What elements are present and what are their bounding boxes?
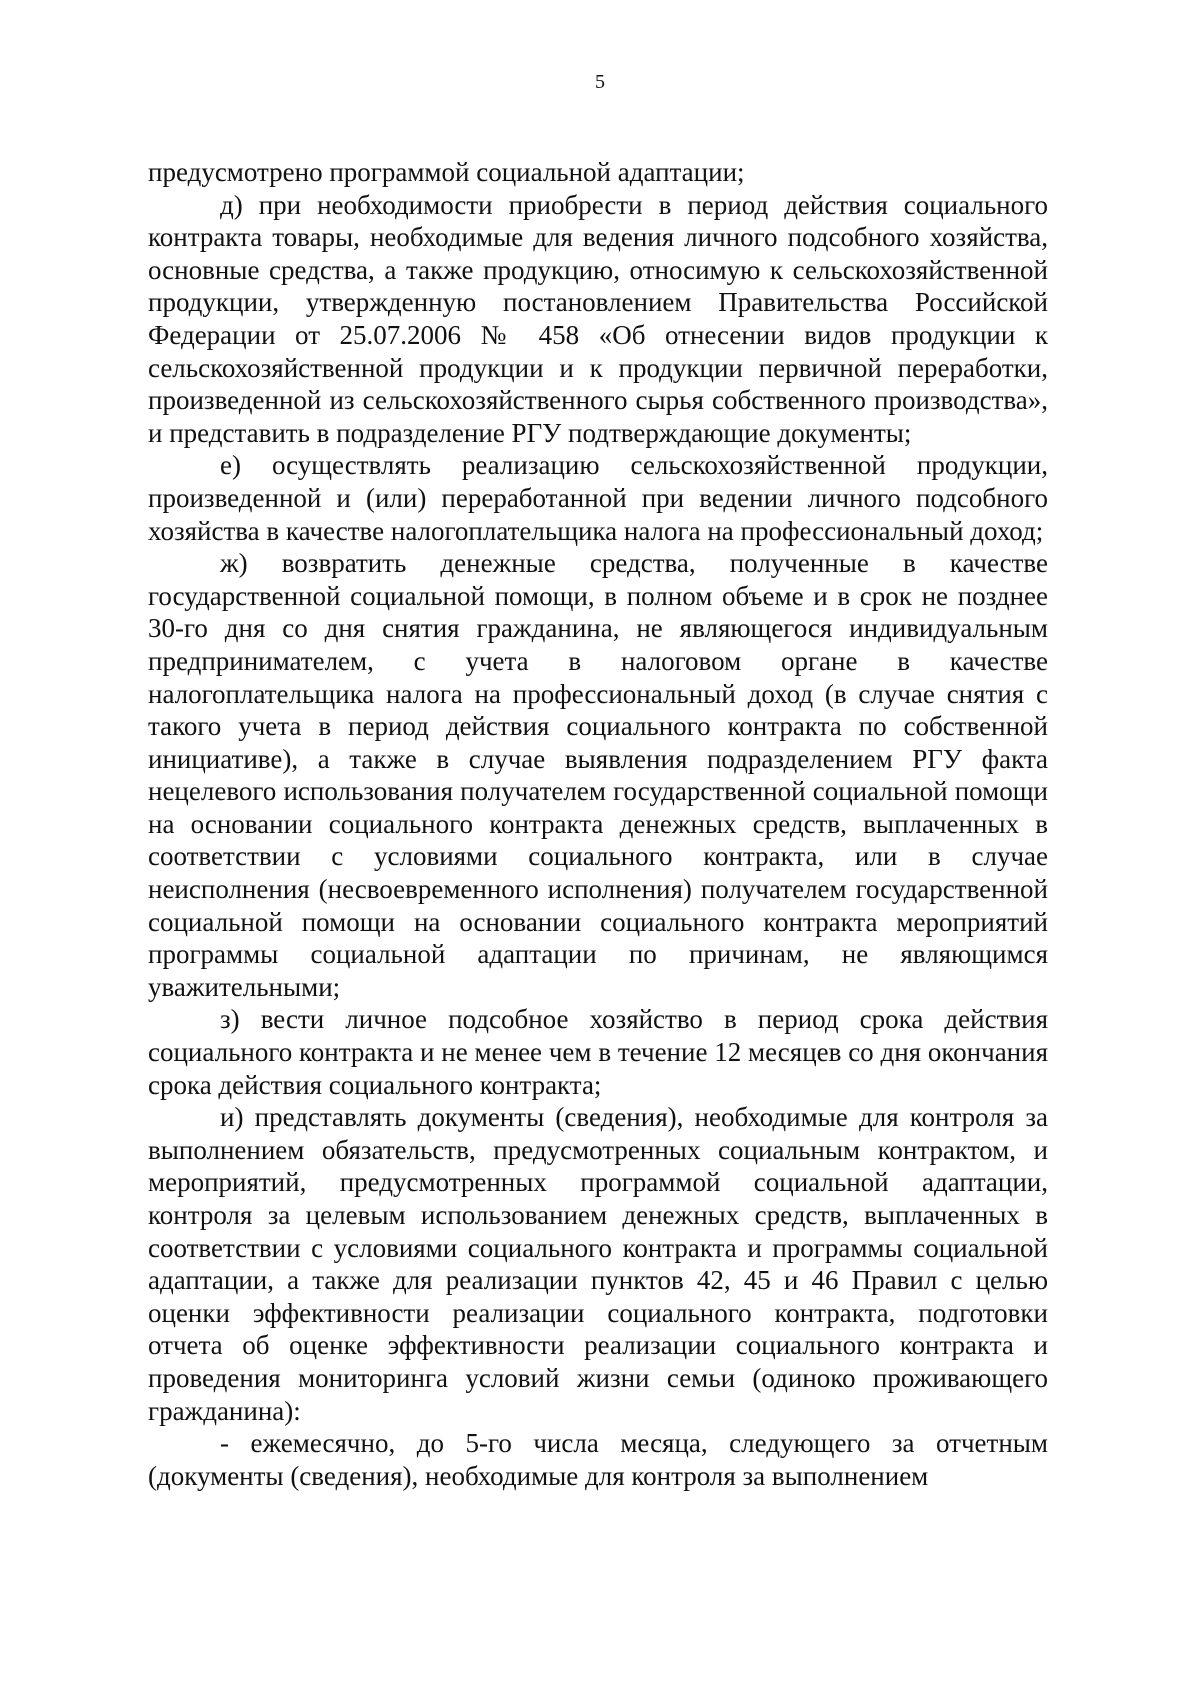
paragraph-continuation: предусмотрено программой социальной адаптации; (148, 157, 745, 187)
page-number: 5 (595, 71, 605, 93)
paragraph-item-z: з) вести личное подсобное хозяйство в период срока действия социального контракта и не менее чем в течение 12 месяцев со дня окончания срока действия социального контракта; (148, 1004, 1048, 1100)
paragraph-item-i: и) представлять документы (сведения), необходимые для контроля за выполнением обязательств, предусмотренных социальным контрактом, и мероприятий, предусмотренных программой социальной адаптации, контроля за целевым использованием денежных средств, выплаченных в соответствии с условиями социального контракта и программы социальной адаптации, а также для реализации пунктов 42, 45 и 46 Правил с целью оценки эффективности реализации социального контракта, подготовки отчета об оценке эффективности реализации социального контракта и проведения мониторинга условий жизни семьи (одиноко проживающего гражданина): (148, 1102, 1048, 1426)
paragraph-item-e: е) осуществлять реализацию сельскохозяйственной продукции, произведенной и (или) переработанной при ведении личного подсобного хозяйства в качестве налогоплательщика налога на профессиональный доход; (148, 450, 1048, 546)
paragraph-list-monthly: - ежемесячно, до 5-го числа месяца, следующего за отчетным (документы (сведения), необходимые для контроля за выполнением (148, 1428, 1048, 1491)
paragraph-item-zh: ж) возвратить денежные средства, полученные в качестве государственной социальной помощи, в полном объеме и в срок не позднее 30-го дня со дня снятия гражданина, не являющегося индивидуальным предпринимателем, с учета в налоговом органе в качестве налогоплательщика налога на профессиональный доход (в случае снятия с такого учета в период действия социального контракта по собственной инициативе), а также в случае выявления подразделением РГУ факта нецелевого использования получателем государственной социальной помощи на основании социального контракта денежных средств, выплаченных в соответствии с условиями социального контракта, или в случае неисполнения (несвоевременного исполнения) получателем государственной социальной помощи на основании социального контракта мероприятий программы социальной адаптации по причинам, не являющимся уважительными; (148, 548, 1048, 1002)
document-body (148, 156, 1048, 1492)
paragraph-item-d: д) при необходимости приобрести в период действия социального контракта товары, необходимые для ведения личного подсобного хозяйства, основные средства, а также продукцию, относимую к сельскохозяйственной продукции, утвержденную постановлением Правительства Российской Федерации от 25.07.2006 № 458 «Об отнесении видов продукции к сельскохозяйственной продукции и к продукции первичной переработки, произведенной из сельскохозяйственного сырья собственного производства», и представить в подразделение РГУ подтверждающие документы; (148, 189, 1048, 448)
